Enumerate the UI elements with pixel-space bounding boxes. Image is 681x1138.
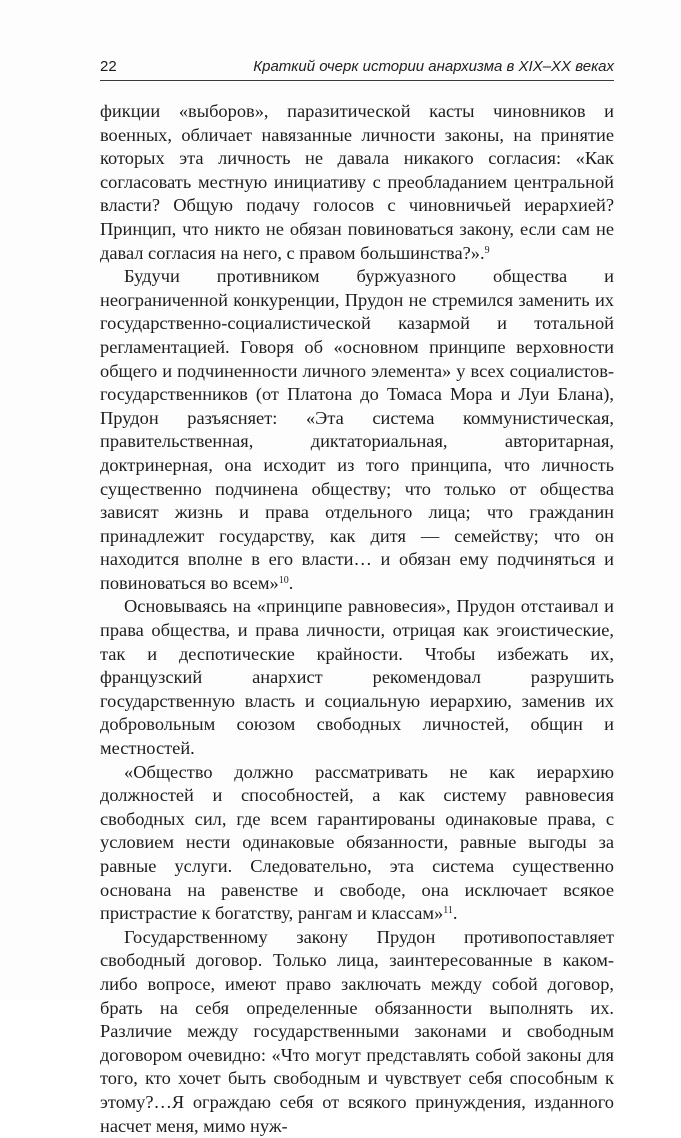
footnote-ref-9: 9 bbox=[484, 244, 490, 256]
paragraph-2-text: Будучи противником буржуазного общества и неограниченной конкуренции, Прудон не стремился заменить их государственно-социалистической казармой и тотальной регламентацией. Говоря об «основном принципе верховности общего и подчиненности личного элемента» у всех социалистов-государственников (от Платона до Томаса Мора и Луи Блана), Прудон разъясняет: «Эта система коммунистическая, правительственная, диктаториальная, авторитарная, доктринерная, она исходит из того принципа, что личность существенно подчинена обществу; что только от общества зависят жизнь и права отдельного лица; что гражданин принадлежит государству, как дитя — семейству; что он находится вполне в его власти… и обязан ему подчиняться и повиноваться во всем» bbox=[100, 266, 614, 593]
running-header bbox=[100, 56, 614, 81]
footnote-ref-10: 10 bbox=[278, 574, 289, 586]
body-text bbox=[100, 100, 614, 1138]
paragraph-5-text: Государственному закону Прудон противопоставляет свободный договор. Только лица, заинтересованные в каком-либо вопросе, имеют право заключать между собой договор, брать на себя определенные обязанности выполнять их. Различие между государственными законами и свободным договором очевидно: «Что могут представлять собой законы для того, кто хочет быть свободным и чувствует себя способным к этому?…Я ограждаю себя от всякого принуждения, изданного насчет меня, мимо нуж- bbox=[100, 926, 614, 1136]
paragraph-3 bbox=[100, 595, 614, 760]
footnote-ref-11: 11 bbox=[443, 905, 453, 917]
paragraph-3-text: Основываясь на «принципе равновесия», Прудон отстаивал и права общества, и права личности, отрицая как эгоистические, так и деспотические крайности. Чтобы избежать их, французский анархист рекомендовал разрушить государственную власть и социальную иерархию, заменив их добровольным союзом свободных личностей, общин и местностей. bbox=[100, 596, 614, 759]
paragraph-2: Будучи противником буржуазного общества и неограниченной конкуренции, Прудон не стремился заменить их государственно-социалистической казармой и тотальной регламентацией. Говоря об «основном принципе верховности общего и подчиненности личного элемента» у всех социалистов-государственников (от Платона до Томаса Мора и Луи Блана), Прудон разъясняет: «Эта система коммунистическая, правительственная, диктаториальная, авторитарная, доктринерная, она исходит из того принципа, что личность существенно подчинена обществу; что только от общества зависят жизнь и права отдельного лица; что гражданин принадлежит государству, как дитя — семейству; что он находится вполне в его власти… и обязан ему подчиняться и повиноваться во всем»$^{10}$. bbox=[100, 266, 614, 593]
paragraph-5 bbox=[100, 926, 614, 1138]
paragraph-4: «Общество должно рассматривать не как иерархию должностей и способностей, а как систему равновесия свободных сил, где всем гарантированы одинаковые права, с условием нести одинаковые обязанности, равные выгоды за равные услуги. Следовательно, эта система существенно основана на равенстве и свободе, она исключает всякое пристрастие к богатству, рангам и классам»$^{11}$. bbox=[100, 761, 614, 924]
page-number: 22 bbox=[100, 58, 117, 75]
running-title: Краткий очерк истории анархизма в XIX–XX веках bbox=[253, 58, 614, 75]
paragraph-1: фикции «выборов», паразитической касты чиновников и военных, обличает навязанные личности законы, на принятие которых эта личность не давала никакого согласия: «Как согласовать местную инициативу с преобладанием центральной власти? Общую подачу голосов с чиновничьей иерархией? Принцип, что никто не обязан повиноваться закону, если сам не давал согласия на него, с правом большинства?».$^9$ bbox=[100, 101, 614, 263]
paragraph-1-text: фикции «выборов», паразитической касты чиновников и военных, обличает навязанные личности законы, на принятие которых эта личность не давала никакого согласия: «Как согласовать местную инициативу с преобладанием центральной власти? Общую подачу голосов с чиновничьей иерархией? Принцип, что никто не обязан повиноваться закону, если сам не давал согласия на него, с правом большинства?» bbox=[100, 101, 614, 263]
paragraph-4-text: «Общество должно рассматривать не как иерархию должностей и способностей, а как систему равновесия свободных сил, где всем гарантированы одинаковые права, с условием нести одинаковые обязанности, равные выгоды за равные услуги. Следовательно, эта система существенно основана на равенстве и свободе, она исключает всякое пристрастие к богатству, рангам и классам» bbox=[100, 761, 614, 924]
